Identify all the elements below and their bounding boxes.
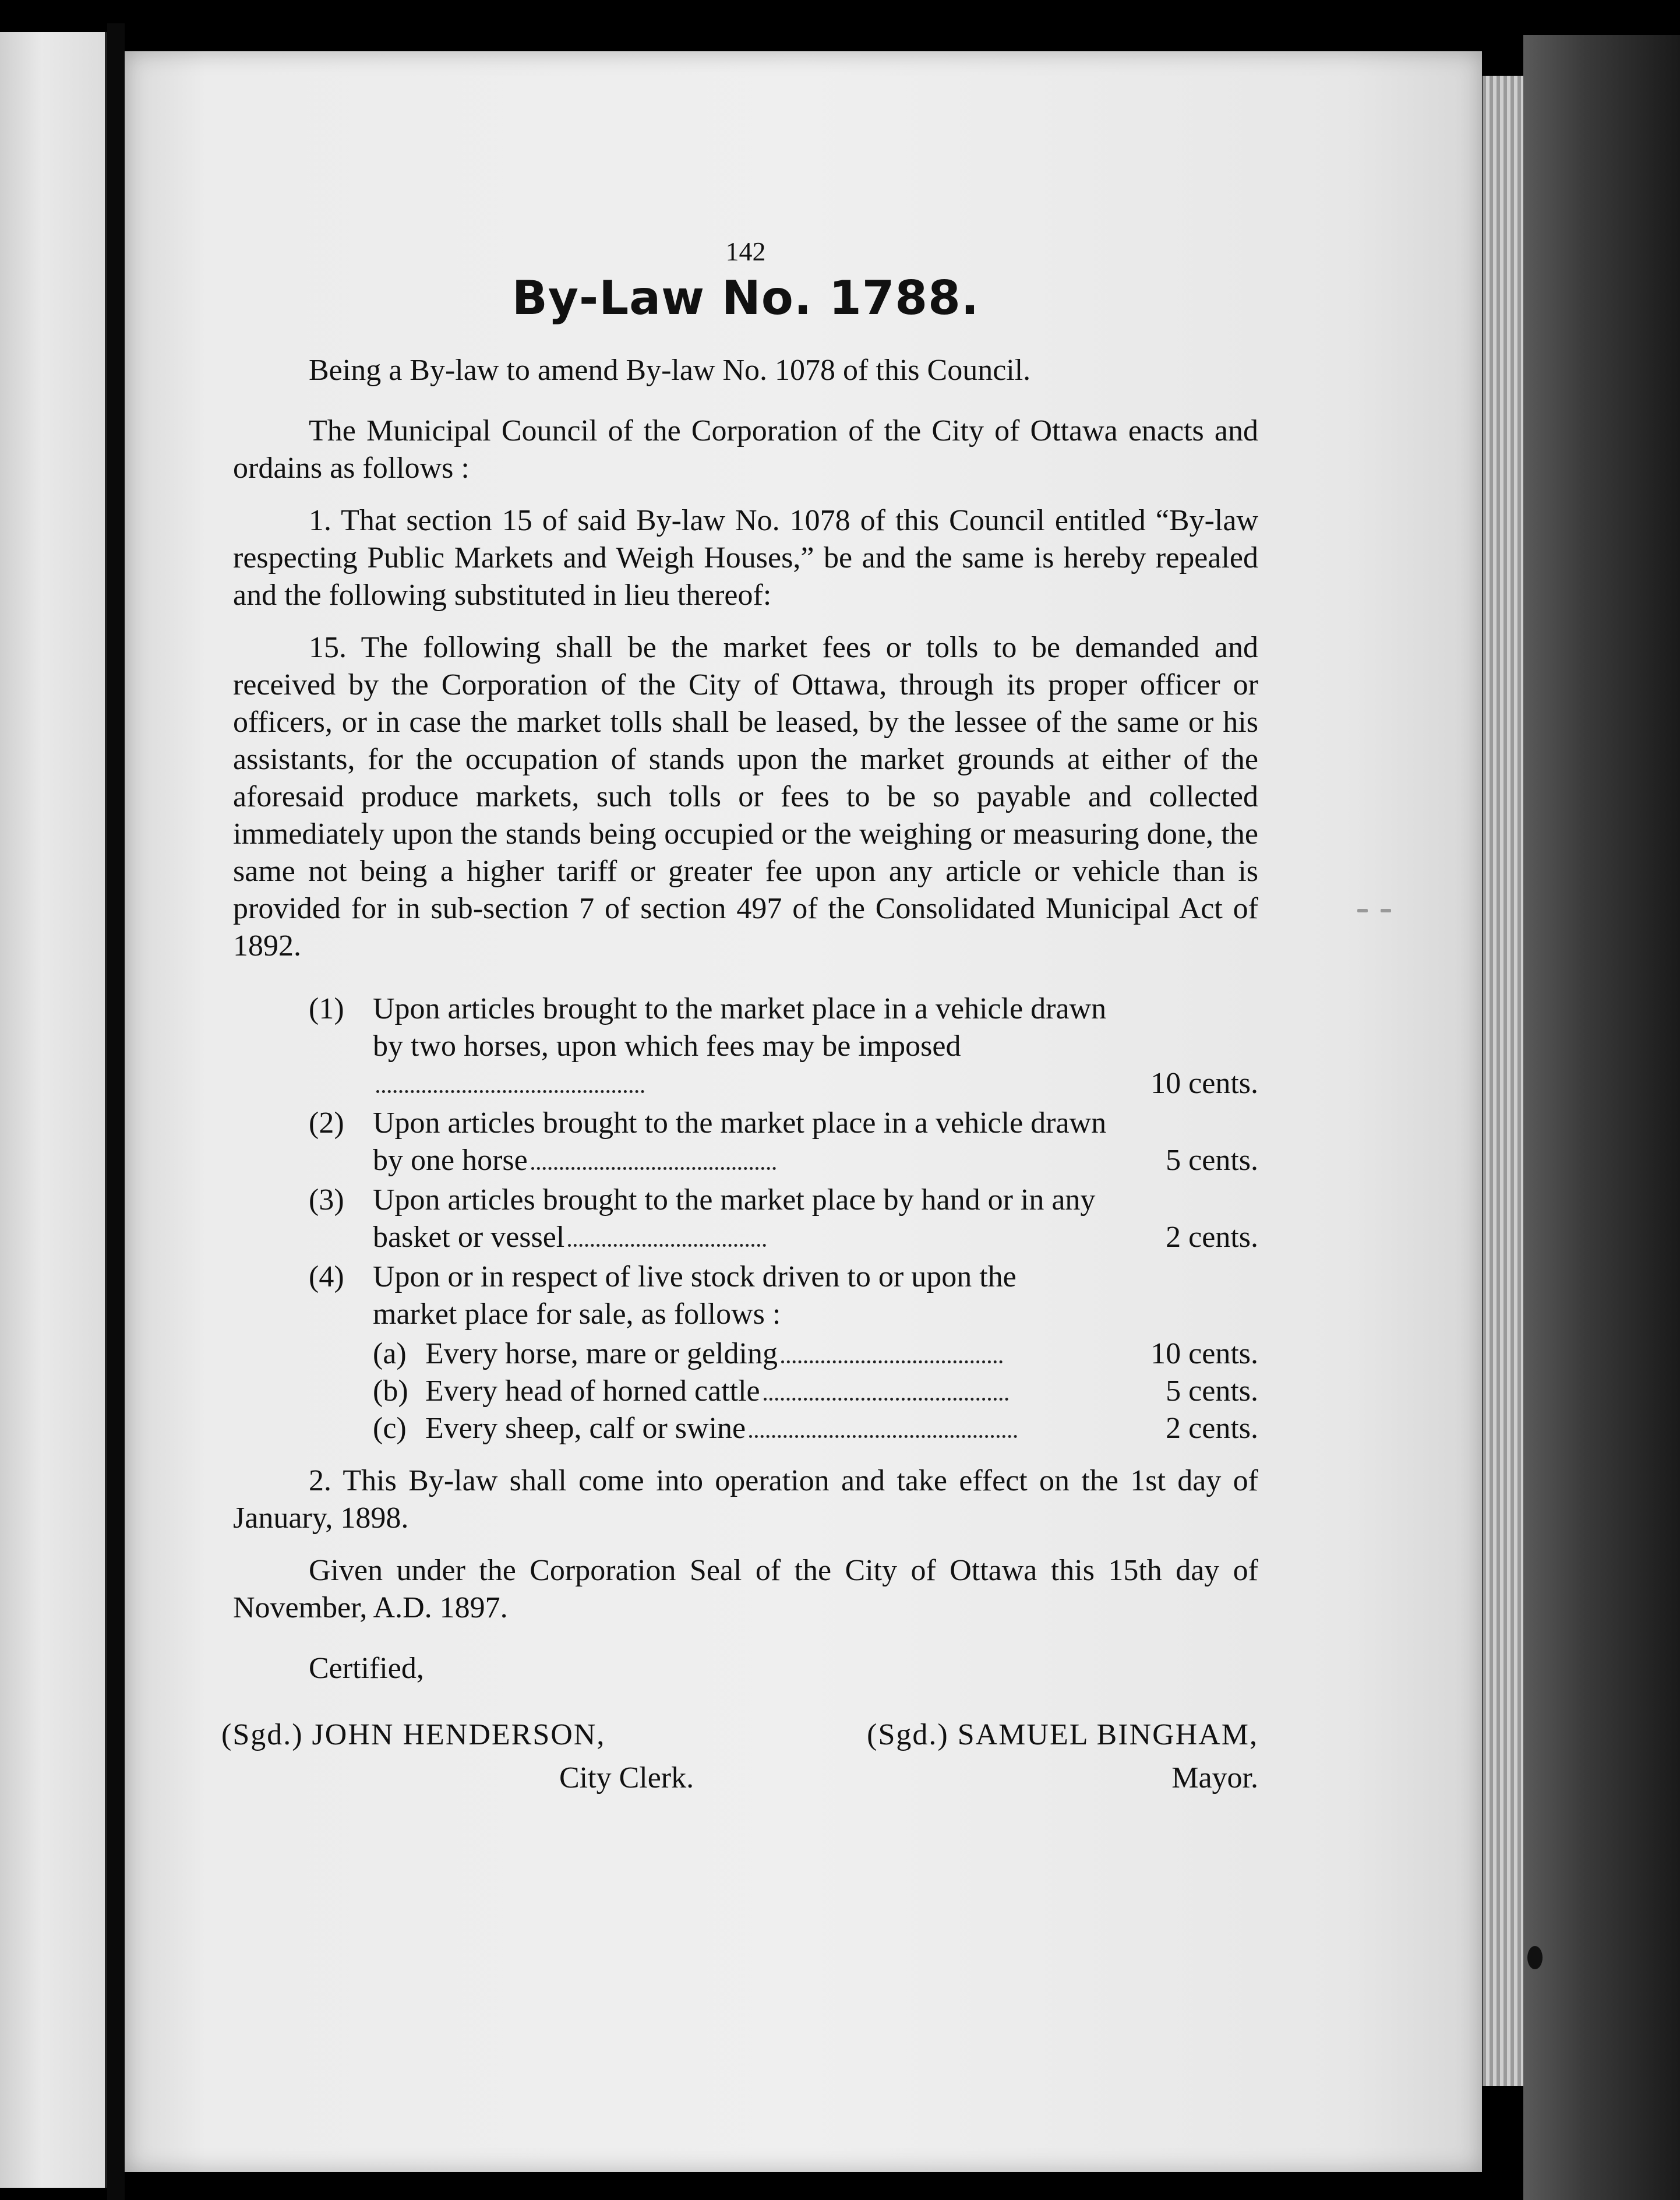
scan-speck xyxy=(1527,1946,1543,1969)
fee-schedule xyxy=(309,990,1258,1447)
scan-speck xyxy=(1381,909,1391,912)
sub-fee-description-wrap xyxy=(425,1335,1107,1373)
dot-leader xyxy=(568,1244,766,1247)
page-number: 142 xyxy=(725,237,766,266)
fee-description-wrap xyxy=(373,1105,1107,1179)
sub-fee-item xyxy=(373,1335,1258,1373)
preamble: The Municipal Council of the Corporation of the City of Ottawa enacts and ordains as follows : xyxy=(233,414,1258,485)
sub-fee-amount: 5 cents. xyxy=(1166,1374,1258,1408)
role-row xyxy=(233,1760,1258,1797)
dot-leader xyxy=(376,1090,644,1093)
bylaw-subtitle: Being a By-law to amend By-law No. 1078 of this Council. xyxy=(309,354,1031,387)
role-mayor: Mayor. xyxy=(1171,1761,1258,1794)
sub-fee-amount: 10 cents. xyxy=(1150,1337,1258,1370)
section-1: 1. That section 15 of said By-law No. 1078 of this Council entitled “By-law respecting Public Markets and Weigh Houses,” be and the same is hereby repealed and the following substituted in lieu thereof: xyxy=(233,504,1258,612)
fee-description: Upon or in respect of live stock driven to or upon the market place for sale, as follows : xyxy=(373,1260,1017,1331)
sub-fee-letter: (a) xyxy=(373,1337,407,1370)
fee-item xyxy=(309,1182,1258,1256)
section-2: 2. This By-law shall come into operation and take effect on the 1st day of January, 1898. xyxy=(233,1464,1258,1535)
sub-fee-description: Every head of horned cattle xyxy=(425,1374,760,1408)
dot-leader xyxy=(781,1360,1003,1363)
sub-fee-amount: 2 cents. xyxy=(1166,1412,1258,1445)
sub-fee-description: Every horse, mare or gelding xyxy=(425,1337,778,1370)
document-content xyxy=(221,233,1258,1797)
signature-clerk: (Sgd.) JOHN HENDERSON, xyxy=(221,1718,606,1751)
fee-description-wrap xyxy=(373,1182,1107,1256)
dot-leader xyxy=(531,1167,776,1170)
fee-description: Upon articles brought to the market place in a vehicle drawn by one horse xyxy=(373,1106,1107,1177)
section-15: 15. The following shall be the market fees or tolls to be demanded and received by the Corporation of the City of Ottawa, through its proper officer or officers, or in case the market tolls shall be leased, by the lessee of the same or his assistants, for the occupation of stands upon the market grounds at either of the aforesaid produce markets, such tolls or fees to be so payable and collected immediately upon the stands being occupied or the weighing or measuring done, the same not being a higher tariff or greater fee upon any article or vehicle than is provided for in sub-section 7 of section 497 of the Consolidated Municipal Act of 1892. xyxy=(233,631,1258,962)
sub-fee-item xyxy=(373,1410,1258,1447)
fee-number: (2) xyxy=(309,1106,344,1140)
signature-mayor: (Sgd.) SAMUEL BINGHAM, xyxy=(867,1718,1258,1751)
scan-gutter xyxy=(107,23,125,2200)
scan-speck xyxy=(1357,909,1368,912)
fee-number: (1) xyxy=(309,992,344,1025)
dot-leader xyxy=(764,1398,1008,1401)
fee-amount: 5 cents. xyxy=(1166,1144,1258,1177)
fee-item xyxy=(309,1258,1258,1333)
given-under-seal: Given under the Corporation Seal of the City of Ottawa this 15th day of November, A.D. 1897. xyxy=(233,1554,1258,1624)
sub-fee-description-wrap xyxy=(425,1410,1107,1447)
dot-leader xyxy=(749,1435,1017,1438)
sub-fee-description-wrap xyxy=(425,1373,1107,1410)
role-city-clerk: City Clerk. xyxy=(559,1761,694,1794)
fee-number: (3) xyxy=(309,1183,344,1217)
fee-number: (4) xyxy=(309,1260,344,1293)
sub-fee-item xyxy=(373,1373,1258,1410)
scan-background xyxy=(1523,35,1680,2200)
fee-description: Upon articles brought to the market place by hand or in any basket or vessel xyxy=(373,1183,1096,1254)
page-stack-edge xyxy=(1483,76,1523,2086)
fee-item xyxy=(309,1105,1258,1179)
fee-description-wrap xyxy=(373,990,1107,1102)
fee-amount: 10 cents. xyxy=(1150,1067,1258,1100)
sub-fee-letter: (b) xyxy=(373,1374,408,1408)
fee-item xyxy=(309,990,1258,1102)
adjacent-page-edge xyxy=(0,32,107,2188)
fee-amount: 2 cents. xyxy=(1166,1221,1258,1254)
signature-row xyxy=(221,1716,1258,1754)
sub-fee-letter: (c) xyxy=(373,1412,407,1445)
bylaw-title: By-Law No. 1788. xyxy=(511,271,980,325)
fee-description: Upon articles brought to the market place in a vehicle drawn by two horses, upon which fees may be imposed xyxy=(373,992,1107,1063)
certified-label: Certified, xyxy=(309,1652,424,1685)
sub-fee-description: Every sheep, calf or swine xyxy=(425,1412,746,1445)
